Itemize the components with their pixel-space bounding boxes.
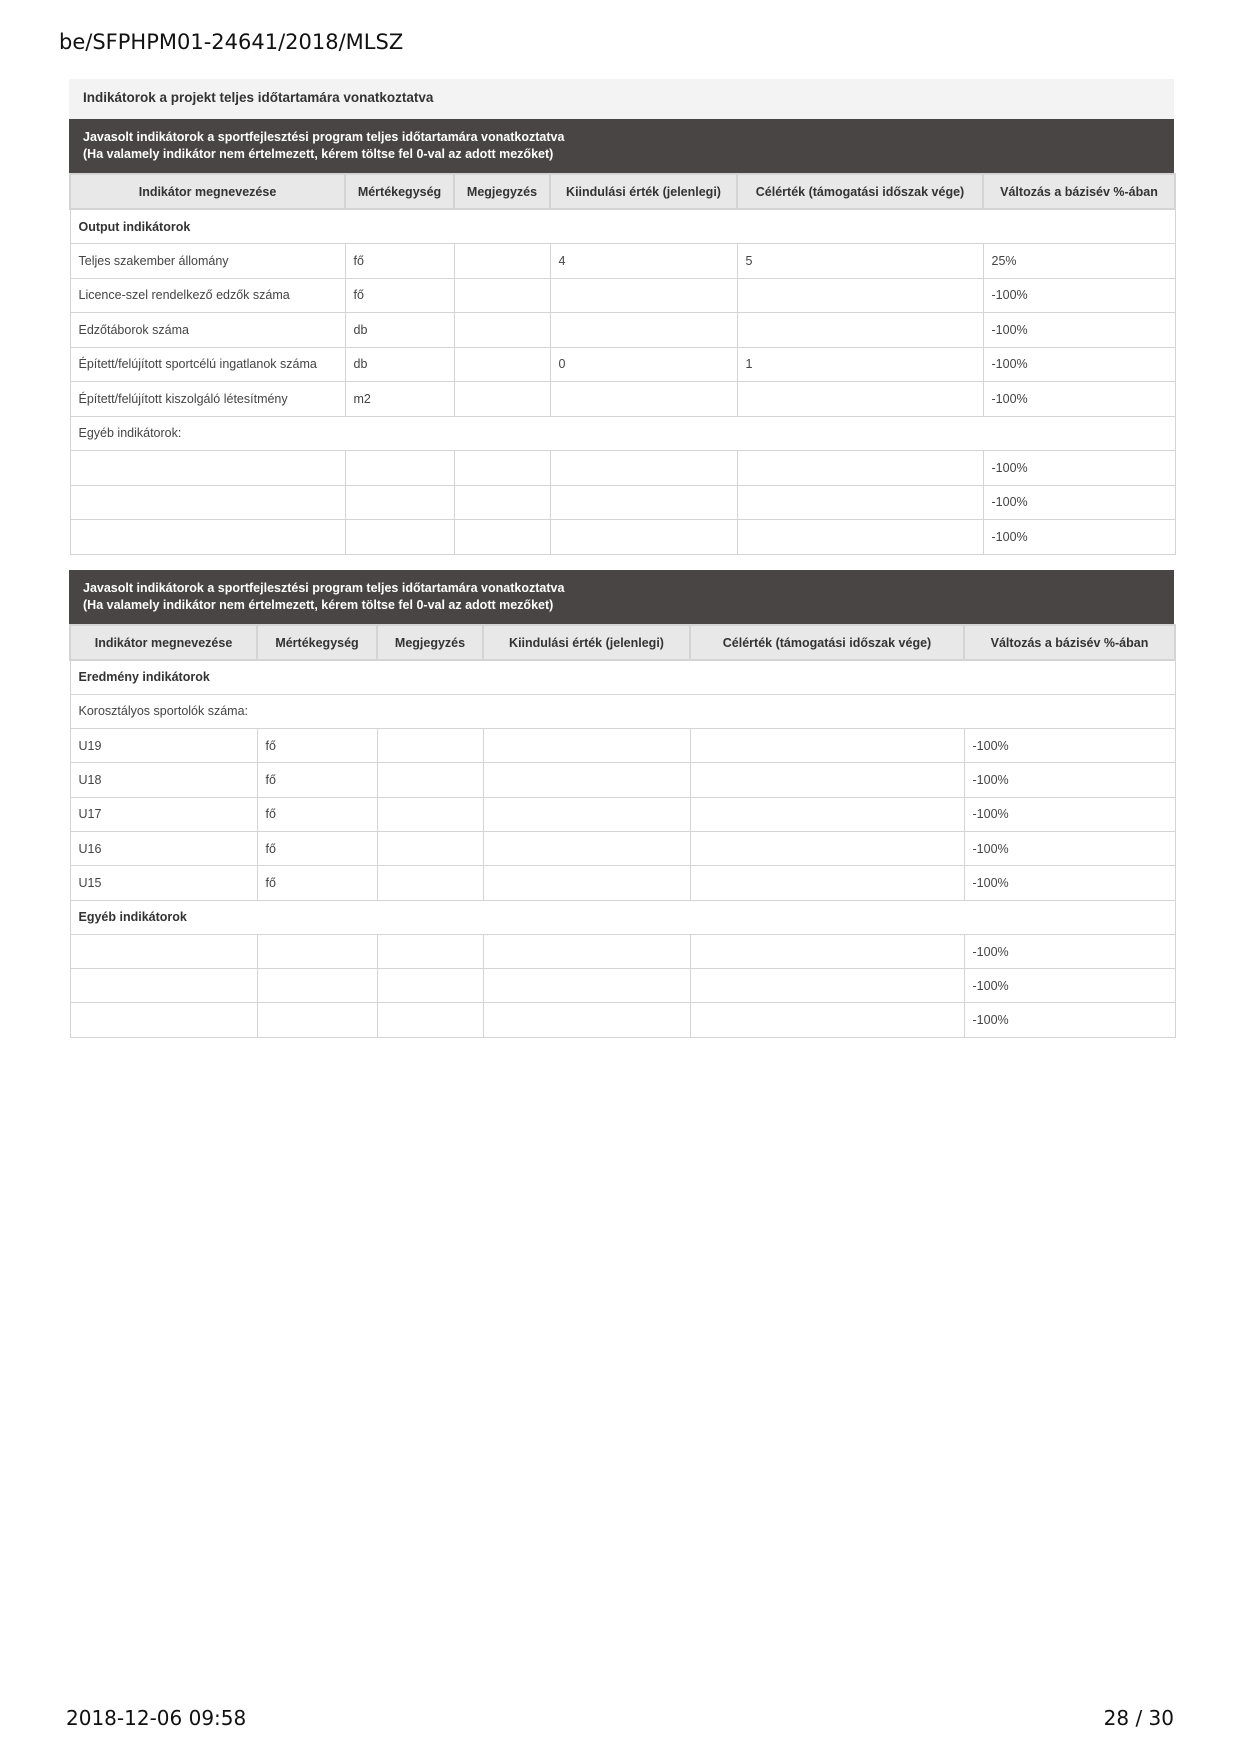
section-label: Egyéb indikátorok (70, 900, 1175, 934)
result-indicators-table (69, 624, 1176, 1038)
output-indicators-table (69, 173, 1176, 555)
banner-line-2: (Ha valamely indikátor nem értelmezett, kérem töltse fel 0-val az adott mezőket) (83, 147, 554, 161)
sub-label: Korosztályos sportolók száma: (70, 694, 1175, 728)
table-cell: U15 (70, 866, 257, 900)
table-row (70, 969, 1175, 1003)
table-cell: fő (257, 729, 377, 763)
result-indicators-block (69, 570, 1174, 1038)
table-cell (345, 520, 454, 555)
table-cell (737, 451, 983, 486)
col-header-change: Változás a bázisév %-ában (964, 625, 1175, 660)
table-cell (70, 1003, 257, 1037)
table-row (70, 278, 1175, 313)
table-cell (345, 485, 454, 520)
table-cell (483, 763, 690, 797)
table-cell (483, 831, 690, 865)
table-cell: -100% (983, 278, 1175, 313)
section-label: Egyéb indikátorok: (70, 416, 1175, 451)
table-row (70, 347, 1175, 382)
table-cell: -100% (964, 797, 1175, 831)
table-cell (70, 520, 345, 555)
table-row (70, 1003, 1175, 1037)
table-cell: 5 (737, 244, 983, 279)
table-cell: -100% (964, 729, 1175, 763)
table-row (70, 451, 1175, 486)
section-label: Output indikátorok (70, 209, 1175, 244)
banner-line-2: (Ha valamely indikátor nem értelmezett, kérem töltse fel 0-val az adott mezőket) (83, 598, 554, 612)
table-header-banner (69, 570, 1174, 624)
document-id: be/SFPHPM01-24641/2018/MLSZ (59, 30, 404, 54)
table-cell: Épített/felújított sportcélú ingatlanok száma (70, 347, 345, 382)
table-row (70, 520, 1175, 555)
table-cell: U16 (70, 831, 257, 865)
table-cell: Licence-szel rendelkező edzők száma (70, 278, 345, 313)
table-cell (737, 382, 983, 417)
table-cell: -100% (983, 313, 1175, 348)
table-cell (454, 313, 550, 348)
table-cell: fő (345, 278, 454, 313)
sub-label-row (70, 694, 1175, 728)
table-cell: db (345, 347, 454, 382)
table-cell (737, 520, 983, 555)
table-cell: 0 (550, 347, 737, 382)
table-cell: -100% (983, 382, 1175, 417)
col-header-unit: Mértékegység (345, 174, 454, 209)
table-cell (550, 313, 737, 348)
table-cell: fő (257, 866, 377, 900)
table-cell (377, 797, 483, 831)
col-header-indicator: Indikátor megnevezése (70, 625, 257, 660)
table-cell (690, 797, 964, 831)
table-row (70, 866, 1175, 900)
table-cell: -100% (964, 1003, 1175, 1037)
table-cell (377, 831, 483, 865)
table-cell (737, 485, 983, 520)
table-row (70, 763, 1175, 797)
col-header-baseline: Kiindulási érték (jelenlegi) (550, 174, 737, 209)
table-cell (70, 485, 345, 520)
table-cell (690, 763, 964, 797)
table-cell: Teljes szakember állomány (70, 244, 345, 279)
footer-page-number: 28 / 30 (1103, 1706, 1174, 1730)
table-cell (483, 866, 690, 900)
table-cell (690, 934, 964, 968)
table-cell (550, 278, 737, 313)
col-header-note: Megjegyzés (377, 625, 483, 660)
table-cell (454, 347, 550, 382)
table-cell: Épített/felújított kiszolgáló létesítmény (70, 382, 345, 417)
table-cell: -100% (964, 763, 1175, 797)
table-cell (70, 451, 345, 486)
table-cell: -100% (964, 969, 1175, 1003)
table-cell: m2 (345, 382, 454, 417)
column-header-row (70, 174, 1175, 209)
table-cell (454, 485, 550, 520)
table-cell (690, 969, 964, 1003)
table-cell (483, 969, 690, 1003)
table-cell (345, 451, 454, 486)
table-cell: -100% (983, 451, 1175, 486)
table-row (70, 831, 1175, 865)
table-cell (737, 278, 983, 313)
table-cell (257, 934, 377, 968)
table-cell: U17 (70, 797, 257, 831)
table-cell (483, 797, 690, 831)
table-cell: 1 (737, 347, 983, 382)
table-cell: -100% (983, 347, 1175, 382)
table-header-banner (69, 119, 1174, 173)
table-cell (377, 1003, 483, 1037)
table-cell: -100% (964, 934, 1175, 968)
table-cell: 4 (550, 244, 737, 279)
section-row (70, 660, 1175, 694)
table-cell (483, 729, 690, 763)
table-cell: -100% (983, 485, 1175, 520)
table-cell (377, 969, 483, 1003)
table-row (70, 797, 1175, 831)
table-cell (454, 244, 550, 279)
table-cell: -100% (983, 520, 1175, 555)
banner-line-1: Javasolt indikátorok a sportfejlesztési program teljes időtartamára vonatkoztatva (83, 581, 565, 595)
col-header-indicator: Indikátor megnevezése (70, 174, 345, 209)
table-cell (737, 313, 983, 348)
table-cell (690, 1003, 964, 1037)
table-cell (550, 520, 737, 555)
table-cell (550, 451, 737, 486)
table-cell: -100% (964, 831, 1175, 865)
col-header-target: Célérték (támogatási időszak vége) (737, 174, 983, 209)
table-cell (454, 382, 550, 417)
table-cell (377, 763, 483, 797)
table-cell (690, 866, 964, 900)
output-indicators-block (69, 119, 1174, 555)
table-cell (454, 451, 550, 486)
col-header-target: Célérték (támogatási időszak vége) (690, 625, 964, 660)
table-row (70, 313, 1175, 348)
section-label: Eredmény indikátorok (70, 660, 1175, 694)
table-cell (690, 729, 964, 763)
table-cell: fő (257, 831, 377, 865)
table-cell (550, 485, 737, 520)
table-row (70, 485, 1175, 520)
table-cell: fő (345, 244, 454, 279)
table-cell: db (345, 313, 454, 348)
table-row (70, 934, 1175, 968)
table-cell (377, 866, 483, 900)
table-cell: fő (257, 797, 377, 831)
col-header-change: Változás a bázisév %-ában (983, 174, 1175, 209)
table-cell: 25% (983, 244, 1175, 279)
col-header-note: Megjegyzés (454, 174, 550, 209)
table-cell (70, 934, 257, 968)
table-cell: -100% (964, 866, 1175, 900)
table-row (70, 244, 1175, 279)
table-cell (454, 520, 550, 555)
section-row (70, 209, 1175, 244)
table-row (70, 729, 1175, 763)
table-cell (454, 278, 550, 313)
table-cell: Edzőtáborok száma (70, 313, 345, 348)
section-row (70, 416, 1175, 451)
table-cell (257, 1003, 377, 1037)
footer-datetime: 2018-12-06 09:58 (66, 1706, 247, 1730)
table-cell (70, 969, 257, 1003)
table-cell (483, 1003, 690, 1037)
table-cell: U19 (70, 729, 257, 763)
table-cell (257, 969, 377, 1003)
section-title: Indikátorok a projekt teljes időtartamára vonatkoztatva (69, 79, 1174, 119)
col-header-unit: Mértékegység (257, 625, 377, 660)
column-header-row (70, 625, 1175, 660)
table-cell (550, 382, 737, 417)
table-cell (483, 934, 690, 968)
table-cell: U18 (70, 763, 257, 797)
table-row (70, 382, 1175, 417)
table-cell (377, 934, 483, 968)
section-row (70, 900, 1175, 934)
table-cell (690, 831, 964, 865)
table-cell (377, 729, 483, 763)
table-cell: fő (257, 763, 377, 797)
col-header-baseline: Kiindulási érték (jelenlegi) (483, 625, 690, 660)
banner-line-1: Javasolt indikátorok a sportfejlesztési program teljes időtartamára vonatkoztatva (83, 130, 565, 144)
